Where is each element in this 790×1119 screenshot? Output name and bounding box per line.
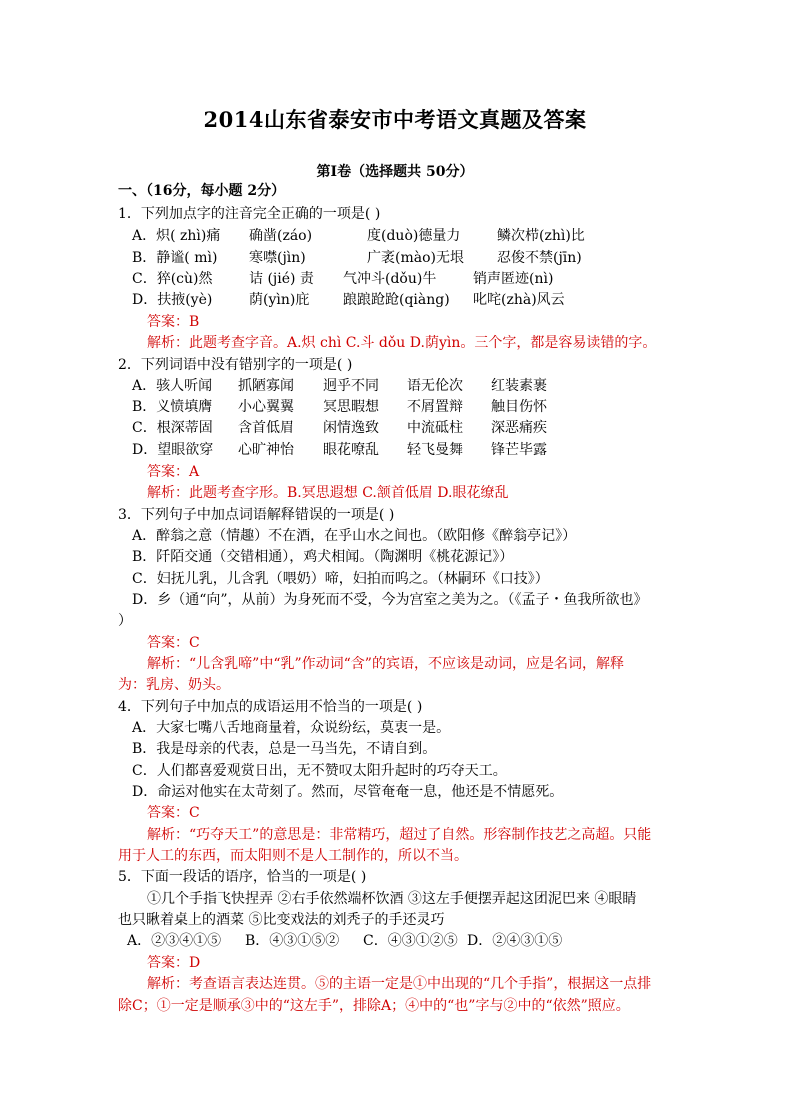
q2-c-item: 中流砥柱	[407, 420, 463, 436]
q1-a-item: 度(duò)德量力	[367, 228, 461, 244]
q3-option-c: C．妇抚儿乳，儿含乳（喂奶）啼，妇拍而呜之。（林嗣环《口技》）	[132, 571, 549, 587]
q3-analysis: 解析：“儿含乳啼”中“乳”作动词“含”的宾语，不应该是动词，应是名词，解释	[147, 656, 624, 672]
q1-d-item: 踉踉跄跄(qiàng)	[343, 292, 450, 308]
q4-option-a: A．大家七嘴八舌地商量着，众说纷纭，莫衷一是。	[132, 720, 451, 736]
q4-option-d: D．命运对他实在太苛刻了。然而，尽管奄奄一息，他还是不情愿死。	[132, 784, 564, 800]
q2-a-item: 红装素裹	[491, 378, 547, 394]
q3-option-a: A．醉翁之意（情趣）不在酒，在乎山水之间也。（欧阳修《醉翁亭记》）	[132, 528, 577, 544]
q1-option-c	[132, 269, 553, 289]
q4-option-b: B．我是母亲的代表，总是一马当先，不请自到。	[132, 741, 437, 757]
q3-option-b: B．阡陌交通（交错相通），鸡犬相闻。（陶渊明《桃花源记》）	[132, 549, 514, 565]
part-heading: 一、（16分，每小题 2分）	[118, 183, 286, 199]
q5-answer: 答案：D	[147, 955, 201, 971]
document-title: 2014山东省泰安市中考语文真题及答案	[203, 107, 587, 132]
q1-analysis: 解析：此题考查字音。A.炽 chì C.斗 dǒu D.荫yìn。三个字，都是容易读错的字。	[147, 335, 657, 351]
q1-b-item: 寒噤(jìn)	[249, 250, 306, 266]
q5-analysis: 解析：考查语言表达连贯。⑤的主语一定是①中出现的“几个手指”，根据这一点排	[147, 976, 652, 992]
q2-option-c	[132, 418, 547, 438]
q2-d-item: 心旷神怡	[238, 442, 294, 458]
q5-passage-cont: 也只瞅着桌上的酒菜 ⑤比变戏法的刘秃子的手还灵巧	[118, 912, 445, 928]
q4-answer: 答案：C	[147, 805, 200, 821]
q2-b-item: 不屑置辩	[407, 399, 463, 415]
q5-option-c: C．④③①②⑤	[363, 933, 458, 949]
q1-answer: 答案：B	[147, 314, 200, 330]
q2-a-item: 抓陋寡闻	[238, 378, 294, 394]
section-heading: 第Ⅰ卷（选择题共 50分）	[316, 164, 474, 180]
q2-d-item: 眼花嘹乱	[323, 442, 379, 458]
q2-analysis: 解析：此题考查字形。B.冥思遐想 C.颔首低眉 D.眼花缭乱	[147, 485, 509, 501]
q2-b-item: 冥思暇想	[323, 399, 379, 415]
q2-d-item: 锋芒毕露	[491, 442, 547, 458]
q1-stem: 1．下列加点字的注音完全正确的一项是( )	[118, 206, 381, 222]
q1-d-item: 叱咤(zhà)风云	[473, 292, 565, 308]
q2-option-a	[132, 376, 547, 396]
q1-option-d	[132, 290, 565, 310]
q2-c-item: 含首低眉	[238, 420, 294, 436]
q4-analysis-cont: 用于人工的东西，而太阳则不是人工制作的，所以不当。	[118, 848, 468, 864]
q5-passage: ①几个手指飞快捏弄 ②右手依然端杯饮酒 ③这左手便摆弄起这团泥巴来 ④眼睛	[147, 891, 637, 907]
q5-stem: 5．下面一段话的语序，恰当的一项是( )	[118, 869, 367, 885]
q1-c-item: C．猝(cù)然	[132, 271, 213, 287]
q2-b-item: 小心翼翼	[238, 399, 294, 415]
q5-option-d: D．②④③①⑤	[467, 933, 563, 949]
q4-option-c: C．人们都喜爱观赏日出，无不赞叹太阳升起时的巧夺天工。	[132, 763, 507, 779]
q5-option-a: A．②③④①⑤	[127, 933, 222, 949]
q2-option-b	[132, 397, 547, 417]
q1-d-item: 荫(yìn)庇	[249, 292, 310, 308]
q3-option-d-cont: ）	[118, 613, 132, 629]
q5-option-b: B．④③①⑤②	[245, 933, 340, 949]
q4-analysis: 解析：“巧夺天工”的意思是：非常精巧，超过了自然。形容制作技艺之高超。只能	[147, 827, 652, 843]
q1-a-item: 鳞次栉(zhì)比	[497, 228, 585, 244]
q2-d-item: D．望眼欲穿	[132, 442, 214, 458]
q3-option-d: D．乡（通“向”，从前）为身死而不受，今为宫室之美为之。（《孟子・鱼我所欲也》	[132, 592, 648, 608]
q1-b-item: B．静谧( mì)	[132, 250, 218, 266]
q3-analysis-cont: 为：乳房、奶头。	[118, 677, 230, 693]
q1-a-item: 确凿(záo)	[249, 228, 313, 244]
q1-d-item: D．扶掖(yè)	[132, 292, 213, 308]
q1-c-item: 气冲斗(dǒu)牛	[343, 271, 437, 287]
q5-options	[127, 931, 562, 951]
q2-stem: 2．下列词语中没有错别字的一项是( )	[118, 357, 353, 373]
q1-option-a	[132, 226, 585, 246]
q3-answer: 答案：C	[147, 635, 200, 651]
q1-c-item: 销声匿迹(nì)	[473, 271, 554, 287]
q3-stem: 3．下列句子中加点词语解释错误的一项是( )	[118, 507, 395, 523]
q2-c-item: 深恶痛疾	[491, 420, 547, 436]
q1-c-item: 诘 (jié) 责	[249, 271, 314, 287]
q1-a-item: A．炽( zhì)痛	[132, 228, 221, 244]
q2-a-item: 迥乎不同	[323, 378, 379, 394]
q2-a-item: 语无伦次	[407, 378, 463, 394]
q1-b-item: 广袤(mào)无垠	[367, 250, 464, 266]
q2-option-d	[132, 440, 547, 460]
q5-analysis-cont: 除C；①一定是顺承③中的“这左手”，排除A；④中的“也”字与②中的“依然”照应。	[118, 998, 630, 1014]
q1-b-item: 忍俊不禁(jīn)	[497, 250, 582, 266]
q2-c-item: C．根深蒂固	[132, 420, 213, 436]
q4-stem: 4．下列句子中加点的成语运用不恰当的一项是( )	[118, 699, 423, 715]
q2-c-item: 闲情逸致	[323, 420, 379, 436]
q2-b-item: 触目伤怀	[491, 399, 547, 415]
q2-answer: 答案：A	[147, 464, 200, 480]
q1-option-b	[132, 248, 582, 268]
q2-b-item: B．义愤填膺	[132, 399, 213, 415]
q2-d-item: 轻飞曼舞	[407, 442, 463, 458]
q2-a-item: A．骇人听闻	[132, 378, 213, 394]
